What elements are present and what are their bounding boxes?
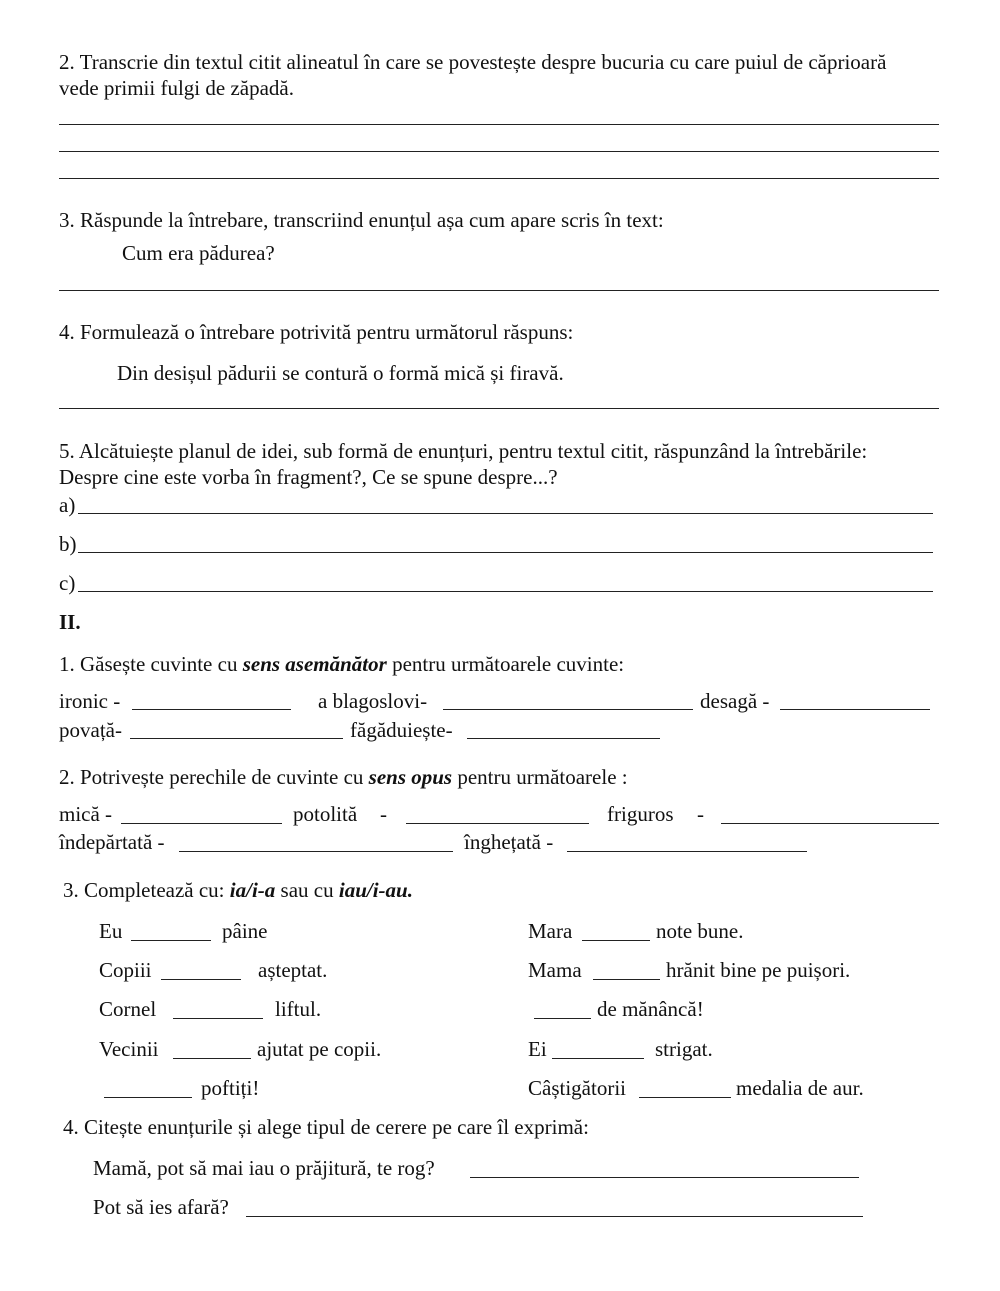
q3-question: Cum era pădurea? (122, 241, 275, 265)
q2-line2: vede primii fulgi de zăpadă. (59, 76, 294, 100)
ex3-left-4-rest: ajutat pe copii. (257, 1037, 382, 1061)
q2-answer-line-1[interactable] (59, 124, 939, 125)
q3-text: 3. Răspunde la întrebare, transcriind enunțul așa cum apare scris în text: (59, 208, 664, 232)
ex3-left-4-subject: Vecinii (99, 1037, 159, 1061)
ex3-right-5-blank[interactable] (639, 1097, 731, 1098)
ex4-answer-line-1[interactable] (470, 1177, 859, 1178)
ex4-instruction: 4. Citește enunțurile și alege tipul de cerere pe care îl exprimă: (63, 1115, 589, 1139)
ex3-left-1-blank[interactable] (131, 940, 211, 941)
q5-label-c: c) (59, 571, 76, 595)
ex3-left-5-blank[interactable] (104, 1097, 192, 1098)
ex3-left-4-blank[interactable] (173, 1058, 251, 1059)
q5-answer-line-c[interactable] (78, 591, 933, 592)
ex1-instruction: 1. Găsește cuvinte cu sens asemănător pentru următoarele cuvinte: (59, 652, 625, 676)
q4-text: 4. Formulează o întrebare potrivită pentru următorul răspuns: (59, 320, 574, 344)
q5-line1: 5. Alcătuiește planul de idei, sub formă de enunțuri, pentru textul citit, răspunzând la întrebările: (59, 439, 868, 463)
ex3-right-5-subject: Câștigătorii (528, 1076, 626, 1100)
ex1-blank-4[interactable] (130, 738, 343, 739)
ex2-word-mica: mică - (59, 802, 113, 826)
ex3-left-3-subject: Cornel (99, 997, 157, 1021)
ex3-left-2-blank[interactable] (161, 979, 241, 980)
ex3-right-4-subject: Ei (528, 1037, 547, 1061)
ex1-word-desaga: desagă - (700, 689, 770, 713)
ex3-left-1-rest: pâine (222, 919, 268, 943)
ex3-right-1-blank[interactable] (582, 940, 650, 941)
ex3-right-3-blank[interactable] (534, 1018, 591, 1019)
ex3-right-3-rest: de mănâncă! (597, 997, 704, 1021)
ex2-word-inghetata: înghețată - (464, 830, 554, 854)
ex3-right-4-rest: strigat. (655, 1037, 713, 1061)
q2-line1: 2. Transcrie din textul citit alineatul în care se povestește despre bucuria cu care puiul de căprioară (59, 50, 887, 74)
ex2-blank-3[interactable] (721, 823, 939, 824)
q5-label-b: b) (59, 532, 77, 556)
ex2-word-indepartata: îndepărtată - (59, 830, 165, 854)
ex3-right-4-blank[interactable] (552, 1058, 644, 1059)
ex2-blank-5[interactable] (567, 851, 807, 852)
ex1-blank-2[interactable] (443, 709, 693, 710)
ex2-word-friguros: friguros (607, 802, 674, 826)
q5-answer-line-b[interactable] (78, 552, 933, 553)
ex3-left-1-subject: Eu (99, 919, 123, 943)
ex1-blank-5[interactable] (467, 738, 660, 739)
ex3-left-2-subject: Copiii (99, 958, 152, 982)
ex2-word-potolita: potolită (293, 802, 358, 826)
ex3-right-2-blank[interactable] (593, 979, 660, 980)
section-title: II. (59, 610, 81, 634)
ex3-right-2-rest: hrănit bine pe puișori. (666, 958, 851, 982)
q5-line2: Despre cine este vorba în fragment?, Ce se spune despre...? (59, 465, 558, 489)
ex2-instruction: 2. Potrivește perechile de cuvinte cu sens opus pentru următoarele : (59, 765, 628, 789)
ex4-sentence-2: Pot să ies afară? (93, 1195, 229, 1219)
ex2-dash-2: - (380, 802, 387, 826)
ex1-word-fagaduieste: făgăduiește- (350, 718, 453, 742)
ex4-answer-line-2[interactable] (246, 1216, 863, 1217)
ex2-dash-3: - (697, 802, 704, 826)
q4-answer-line[interactable] (59, 408, 939, 409)
ex2-blank-2[interactable] (406, 823, 589, 824)
q2-answer-line-2[interactable] (59, 151, 939, 152)
q3-answer-line[interactable] (59, 290, 939, 291)
q5-label-a: a) (59, 493, 76, 517)
q5-answer-line-a[interactable] (78, 513, 933, 514)
ex1-blank-3[interactable] (780, 709, 930, 710)
ex3-left-2-rest: așteptat. (258, 958, 328, 982)
ex1-word-ironic: ironic - (59, 689, 121, 713)
ex3-instruction: 3. Completează cu: ia/i-a sau cu iau/i-au. (63, 878, 413, 902)
ex3-right-2-subject: Mama (528, 958, 582, 982)
ex3-left-3-blank[interactable] (173, 1018, 263, 1019)
ex3-left-3-rest: liftul. (275, 997, 322, 1021)
ex1-word-povata: povață- (59, 718, 122, 742)
ex1-word-blagoslovi: a blagoslovi- (318, 689, 428, 713)
q4-answer: Din desișul pădurii se contură o formă mică și firavă. (117, 361, 564, 385)
ex1-blank-1[interactable] (132, 709, 291, 710)
ex2-blank-4[interactable] (179, 851, 453, 852)
q2-answer-line-3[interactable] (59, 178, 939, 179)
ex3-right-5-rest: medalia de aur. (736, 1076, 864, 1100)
ex3-left-5-rest: poftiți! (201, 1076, 260, 1100)
ex3-right-1-subject: Mara (528, 919, 573, 943)
ex2-blank-1[interactable] (121, 823, 282, 824)
ex4-sentence-1: Mamă, pot să mai iau o prăjitură, te rog? (93, 1156, 435, 1180)
ex3-right-1-rest: note bune. (656, 919, 744, 943)
